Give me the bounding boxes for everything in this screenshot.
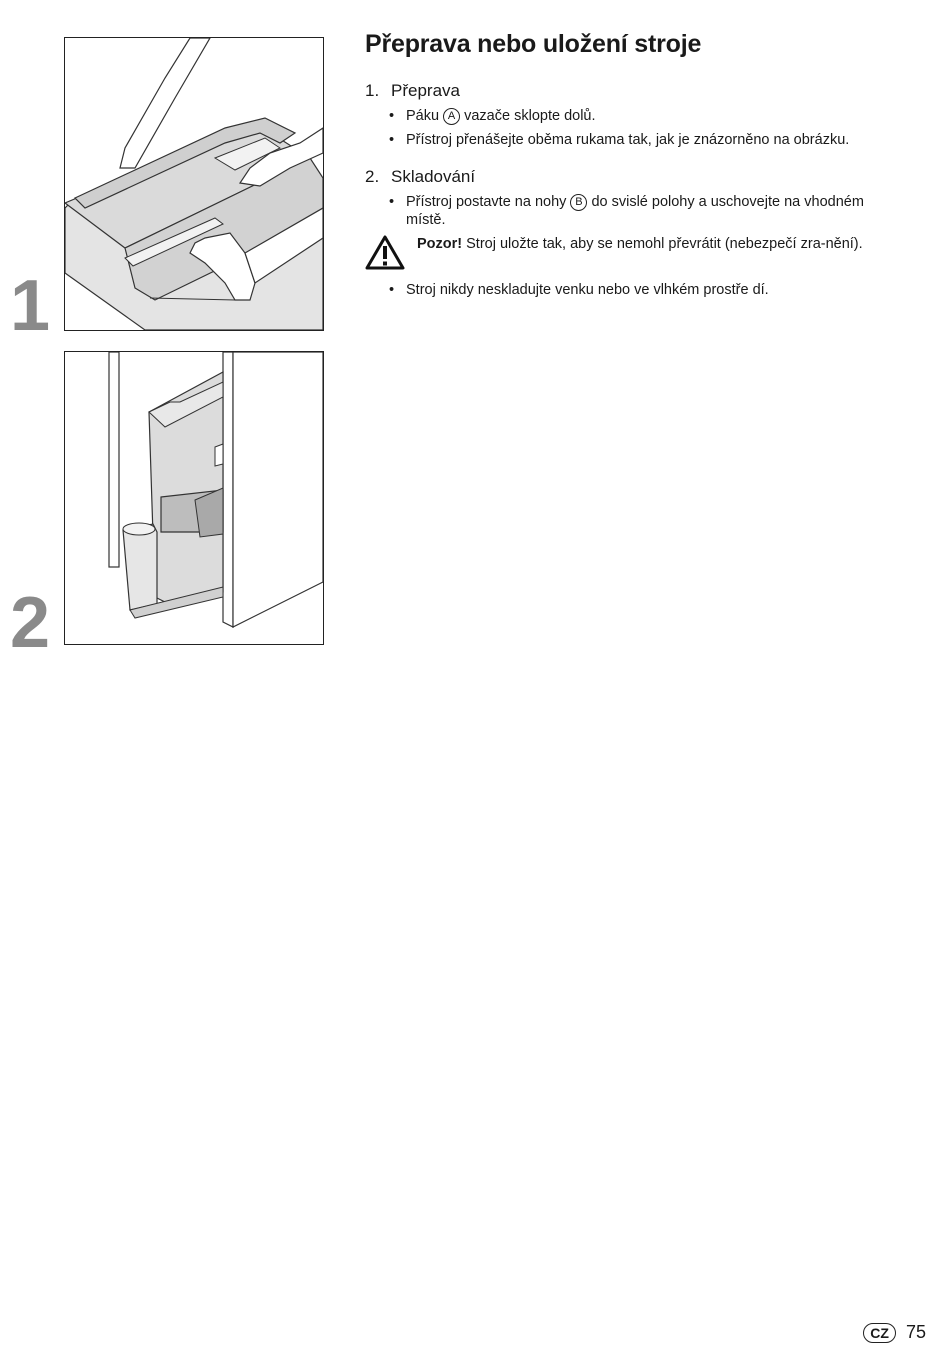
list-item (389, 281, 905, 299)
section-heading (365, 167, 905, 187)
instructions-column (365, 30, 905, 317)
list-item (389, 107, 905, 125)
section-title: Přeprava (391, 81, 460, 100)
warning-note (365, 235, 905, 273)
page-title: Přeprava nebo uložení stroje (365, 30, 702, 58)
figure-1-carry-illustration (64, 37, 324, 331)
section-number: 2. (365, 167, 380, 186)
list-item-text: do svislé polohy a uschovejte na vhodném místě. (406, 194, 864, 228)
warning-body: Stroj uložte tak, aby se nemohl převrátit (nebezpečí zra-nění). (462, 236, 863, 252)
page-footer (863, 1322, 926, 1343)
section-transport (365, 81, 905, 149)
list-item-text: Přístroj postavte na nohy (406, 194, 571, 210)
figure-2-storage-illustration (64, 351, 324, 645)
section-number: 1. (365, 81, 380, 100)
storage-list-continued (365, 281, 905, 299)
transport-list (365, 107, 905, 149)
section-heading (365, 81, 905, 101)
warning-triangle-icon (365, 235, 405, 271)
list-item-text: Stroj nikdy neskladujte venku nebo ve vlhkém prostře dí. (406, 282, 769, 298)
list-item-text: Páku (406, 108, 444, 124)
page-number: 75 (905, 1322, 926, 1342)
list-item-text: vazače sklopte dolů. (460, 108, 596, 124)
warning-text (417, 235, 905, 253)
list-item (389, 193, 905, 229)
list-item-text: Přístroj přenášejte oběma rukama tak, jak je znázorněno na obrázku. (406, 132, 850, 148)
figure-number-1: 1 (10, 266, 51, 346)
storage-list (365, 193, 905, 229)
section-storage (365, 167, 905, 299)
symbol-b-icon: B (570, 194, 587, 211)
list-item (389, 131, 905, 149)
figure-number-2: 2 (10, 583, 51, 663)
symbol-a-icon: A (443, 108, 460, 125)
language-badge: CZ (863, 1323, 896, 1343)
section-title: Skladování (391, 167, 476, 186)
warning-label: Pozor! (417, 236, 463, 252)
